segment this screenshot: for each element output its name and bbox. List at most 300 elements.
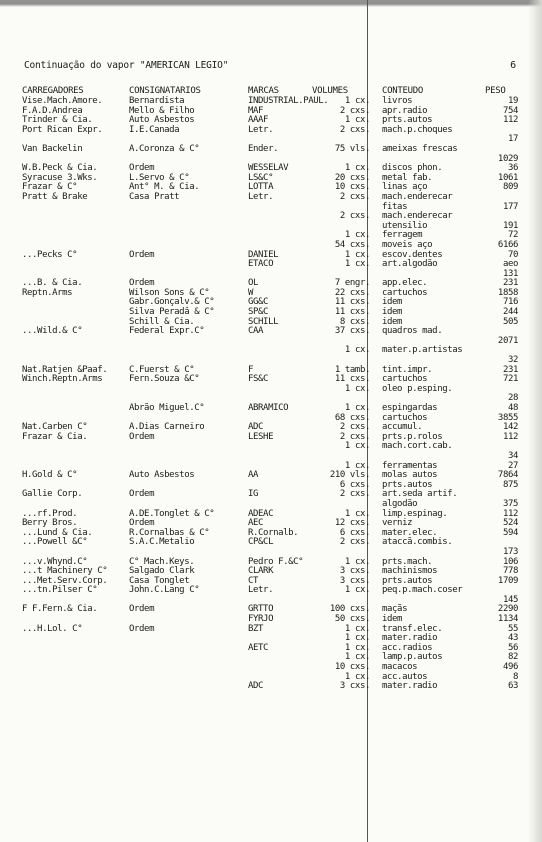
weight-cell: 43 — [507, 633, 518, 644]
contents-cell: cartuchos — [382, 412, 428, 423]
shipper-cell: F F.Fern.& Cia. — [22, 604, 98, 615]
shipper-cell: W.B.Peck & Cia. — [22, 163, 98, 174]
shipper-cell: ...Powell &C° — [22, 537, 88, 548]
consignee-cell: Silva Peradâ & C° — [129, 307, 215, 318]
volumes-cell: 11 cxs. — [334, 374, 370, 385]
table-row — [22, 404, 527, 414]
header-conteudo: CONTEUDO — [382, 86, 423, 96]
shipper-cell: Syracuse 3.Wks. — [22, 172, 98, 183]
contents-cell: idem — [382, 316, 403, 327]
volumes-cell: 10 cxs. — [334, 662, 370, 673]
weight-cell: 27 — [507, 460, 518, 471]
contents-cell: accumul. — [382, 422, 423, 433]
volumes-cell: 22 cxs. — [334, 287, 370, 298]
weight-cell: 8 — [512, 671, 518, 682]
contents-cell: maçãs — [382, 604, 408, 615]
contents-cell: linas aço — [382, 182, 428, 193]
marks-cell: R.Cornalb. — [248, 527, 299, 538]
volumes-cell: 10 cxs. — [334, 182, 370, 193]
contents-cell: livros — [382, 96, 413, 106]
marks-cell: Ender. — [248, 143, 279, 154]
marks-cell: AEC — [248, 518, 264, 529]
shipper-cell: Nat.Ratjen &Paaf. — [22, 364, 108, 375]
consignee-cell: Ordem — [129, 623, 155, 634]
marks-cell: LS&C° — [248, 172, 274, 183]
table-row — [22, 510, 527, 520]
contents-cell: macacos — [382, 662, 418, 673]
header-peso: PESO — [485, 86, 506, 96]
contents-cell: algodão — [382, 498, 418, 509]
volumes-cell: 1 cx. — [344, 259, 370, 270]
consignee-cell: Ordem — [129, 163, 155, 174]
weight-cell: 112 — [502, 115, 518, 126]
consignee-cell: Gabr.Gonçalv.& C° — [129, 297, 215, 308]
weight-cell: 106 — [502, 556, 518, 567]
weight-cell: 721 — [502, 374, 518, 385]
shipper-cell: Pratt & Brake — [22, 191, 88, 202]
weight-cell: 594 — [502, 527, 518, 538]
weight-cell: 28 — [507, 393, 518, 404]
contents-cell: mach.p.choques — [382, 124, 453, 135]
shipper-cell: ...v.Whynd.C° — [22, 556, 88, 567]
table-row — [22, 414, 527, 424]
consignee-cell: John.C.Lang C° — [129, 585, 200, 596]
marks-cell: Letr. — [248, 124, 274, 135]
shipper-cell: ...Met.Serv.Corp. — [22, 575, 108, 586]
volumes-cell: 3 cxs. — [339, 681, 370, 692]
marks-cell: SCHILL — [248, 316, 279, 327]
shipper-cell: ...Wild.& C° — [22, 326, 83, 337]
weight-cell: 496 — [502, 662, 518, 673]
weight-cell: 809 — [502, 182, 518, 193]
consignee-cell: A.Dias Carneiro — [129, 422, 205, 433]
table-row — [22, 193, 527, 203]
shipper-cell: ...t Machinery C° — [22, 566, 108, 577]
marks-cell: LESHE — [248, 431, 274, 442]
consignee-cell: I.E.Canada — [129, 124, 180, 135]
shipper-cell: Vise.Mach.Amore. — [22, 96, 103, 106]
contents-cell: moveis aço — [382, 239, 433, 250]
weight-cell: 112 — [502, 431, 518, 442]
table-row — [22, 634, 527, 644]
contents-cell: utensilio — [382, 220, 428, 231]
table-row — [22, 663, 527, 673]
contents-cell: mach.enderecar — [382, 211, 453, 222]
weight-cell: 142 — [502, 422, 518, 433]
table-row — [22, 452, 527, 462]
volumes-cell: 2 cxs. — [339, 124, 370, 135]
table-row — [22, 423, 527, 433]
marks-cell: SP&C — [248, 307, 269, 318]
marks-cell: DANIEL — [248, 249, 279, 260]
weight-cell: 778 — [502, 566, 518, 577]
volumes-cell: 6 cxs. — [339, 527, 370, 538]
consignee-cell: Ordem — [129, 278, 155, 289]
consignee-cell: Wilson Sons & C° — [129, 287, 210, 298]
weight-cell: 36 — [507, 163, 518, 174]
contents-cell: art.algodão — [382, 259, 438, 270]
table-row — [22, 644, 527, 654]
consignee-cell: Abrão Miguel.C° — [129, 403, 205, 413]
shipper-cell: Frazar & Cia. — [22, 431, 88, 442]
table-row — [22, 97, 527, 107]
header-marcas: MARCAS — [248, 86, 279, 96]
table-row — [22, 251, 527, 261]
volumes-cell: 2 cxs. — [339, 422, 370, 433]
weight-cell: 2290 — [497, 604, 518, 615]
weight-cell: 63 — [507, 681, 518, 692]
volumes-cell: 1 cx. — [344, 633, 370, 644]
weight-cell: 1709 — [497, 575, 518, 586]
volumes-cell: 1 tamb. — [334, 364, 370, 375]
contents-cell: verniz — [382, 518, 413, 529]
table-row — [22, 145, 527, 155]
table-row — [22, 346, 527, 356]
volumes-cell: 1 cx. — [344, 383, 370, 394]
volumes-cell: 37 cxs. — [334, 326, 370, 337]
consignee-cell: Ordem — [129, 604, 155, 615]
table-row — [22, 231, 527, 241]
marks-cell: GRTTO — [248, 604, 274, 615]
consignee-cell: Casa Pratt — [129, 191, 180, 202]
table-row — [22, 682, 527, 692]
contents-cell: metal fab. — [382, 172, 433, 183]
weight-cell: 754 — [502, 105, 518, 116]
marks-cell: F — [248, 364, 254, 375]
table-row — [22, 500, 527, 510]
volumes-cell: 75 vls. — [334, 143, 370, 154]
consignee-cell: Auto Asbestos — [129, 470, 195, 481]
contents-cell: prts.autos — [382, 575, 433, 586]
weight-cell: 70 — [507, 249, 518, 260]
volumes-cell: 20 cxs. — [334, 172, 370, 183]
shipper-cell: Van Backelin — [22, 143, 83, 154]
table-row — [22, 174, 527, 184]
volumes-cell: 1 cx. — [344, 115, 370, 126]
contents-cell: art.seda artif. — [382, 489, 458, 500]
volumes-cell: 1 cx. — [344, 623, 370, 634]
weight-cell: 1029 — [497, 153, 518, 164]
contents-cell: idem — [382, 297, 403, 308]
weight-cell: 244 — [502, 307, 518, 318]
shipper-cell: Frazar & C° — [22, 182, 78, 193]
table-row — [22, 164, 527, 174]
table-row — [22, 490, 527, 500]
volumes-cell: 12 cxs. — [334, 518, 370, 529]
weight-cell: 131 — [502, 268, 518, 279]
weight-cell: 55 — [507, 623, 518, 634]
shipper-cell: H.Gold & C° — [22, 470, 78, 481]
contents-cell: discos phon. — [382, 163, 443, 174]
table-row — [22, 442, 527, 452]
marks-cell: GG&C — [248, 297, 269, 308]
volumes-cell: 68 cxs. — [334, 412, 370, 423]
volumes-cell: 1 cx. — [344, 163, 370, 174]
volumes-cell: 1 cx. — [344, 671, 370, 682]
marks-cell: Letr. — [248, 585, 274, 596]
volumes-cell: 8 cxs. — [339, 316, 370, 327]
contents-cell: mater.radio — [382, 681, 438, 692]
volumes-cell: 11 cxs. — [334, 297, 370, 308]
contents-cell: peq.p.mach.coser — [382, 585, 463, 596]
marks-cell: AA — [248, 470, 259, 481]
weight-cell: 48 — [507, 403, 518, 413]
header-consignatarios: CONSIGNATARIOS — [129, 86, 201, 96]
weight-cell: 19 — [507, 96, 518, 106]
weight-cell: 1061 — [497, 172, 518, 183]
weight-cell: 145 — [502, 594, 518, 605]
weight-cell: 112 — [502, 508, 518, 519]
shipper-cell: ...tn.Pilser C° — [22, 585, 98, 596]
table-row — [22, 270, 527, 280]
contents-cell: machinismos — [382, 566, 438, 577]
table-row — [22, 615, 527, 625]
page-top-smudge — [0, 0, 542, 12]
marks-cell: CAA — [248, 326, 264, 337]
weight-cell: 173 — [502, 546, 518, 557]
marks-cell: AAAF — [248, 115, 269, 126]
contents-cell: idem — [382, 614, 403, 625]
consignee-cell: C.Fuerst & C° — [129, 364, 195, 375]
shipper-cell: Port Rican Expr. — [22, 124, 103, 135]
volumes-cell: 1 cx. — [344, 585, 370, 596]
consignee-cell: Schill & Cia. — [129, 316, 195, 327]
table-row — [22, 625, 527, 635]
shipper-cell: F.A.D.Andrea — [22, 105, 83, 116]
table-row — [22, 318, 527, 328]
table-row — [22, 107, 527, 117]
shipper-cell: Trinder & Cia. — [22, 115, 93, 126]
volumes-cell: 2 cxs. — [339, 489, 370, 500]
consignee-cell: L.Servo & C° — [129, 172, 190, 183]
consignee-cell: Bernardista — [129, 96, 185, 106]
weight-cell: 2071 — [497, 335, 518, 346]
volumes-cell: 54 cxs. — [334, 239, 370, 250]
marks-cell: FS&C — [248, 374, 269, 385]
consignee-cell: C° Mach.Keys. — [129, 556, 195, 567]
marks-cell: AETC — [248, 642, 269, 653]
table-row — [22, 222, 527, 232]
consignee-cell: Casa Tonglet — [129, 575, 190, 586]
consignee-cell: Ordem — [129, 489, 155, 500]
contents-cell: mater.elec. — [382, 527, 438, 538]
weight-cell: 505 — [502, 316, 518, 327]
table-row — [22, 385, 527, 395]
marks-cell: FYRJO — [248, 614, 274, 625]
shipper-cell: Winch.Reptn.Arms — [22, 374, 103, 385]
contents-cell: tint.impr. — [382, 364, 433, 375]
weight-cell: 875 — [502, 479, 518, 490]
consignee-cell: Ant° M. & Cia. — [129, 182, 200, 193]
volumes-cell: 1 cx. — [344, 460, 370, 471]
shipper-cell: Reptn.Arms — [22, 287, 73, 298]
volumes-cell: 1 cx. — [344, 249, 370, 260]
weight-cell: 82 — [507, 652, 518, 663]
consignee-cell: Fern.Souza &C° — [129, 374, 200, 385]
page-heading — [24, 60, 524, 76]
shipper-cell: Gallie Corp. — [22, 489, 83, 500]
contents-cell: limp.espinag. — [382, 508, 448, 519]
shipper-cell: Berry Bros. — [22, 518, 78, 529]
contents-cell: prts.autos — [382, 115, 433, 126]
weight-cell: 17 — [507, 134, 518, 145]
contents-cell: acc.radios — [382, 642, 433, 653]
header-carregadores: CARREGADORES — [22, 86, 84, 96]
volumes-cell: 1 cx. — [344, 441, 370, 452]
table-row — [22, 298, 527, 308]
marks-cell: W — [248, 287, 254, 298]
contents-cell: mater.p.artistas — [382, 345, 463, 356]
volumes-cell: 3 cxs. — [339, 566, 370, 577]
weight-cell: 3855 — [497, 412, 518, 423]
marks-cell: Letr. — [248, 191, 274, 202]
marks-cell: BZT — [248, 623, 264, 634]
table-row — [22, 126, 527, 136]
weight-cell: 177 — [502, 201, 518, 212]
contents-cell: acc.autos — [382, 671, 428, 682]
page-title: Continuação do vapor "AMERICAN LEGIO" — [24, 60, 229, 71]
table-row — [22, 653, 527, 663]
marks-cell: LOTTA — [248, 182, 274, 193]
shipper-cell: ...rf.Prod. — [22, 508, 78, 519]
shipper-cell: Nat.Carben C° — [22, 422, 88, 433]
marks-cell: ADEAC — [248, 508, 274, 519]
volumes-cell: 1 cx. — [344, 652, 370, 663]
consignee-cell: Ordem — [129, 249, 155, 260]
weight-cell: 1134 — [497, 614, 518, 625]
consignee-cell: Federal Expr.C° — [129, 326, 205, 337]
manifest-rows — [22, 97, 527, 692]
contents-cell: cartuchos — [382, 374, 428, 385]
page-edge-shadow — [528, 0, 542, 842]
contents-cell: molas autos — [382, 470, 438, 481]
weight-cell: 56 — [507, 642, 518, 653]
shipper-cell: ...Lund & Cia. — [22, 527, 93, 538]
table-row — [22, 212, 527, 222]
volumes-cell: 2 cxs. — [339, 105, 370, 116]
weight-cell: 7864 — [497, 470, 518, 481]
volumes-cell: 2 cxs. — [339, 211, 370, 222]
contents-cell: prts.mach. — [382, 556, 433, 567]
contents-cell: lamp.p.autos — [382, 652, 443, 663]
volumes-cell: 1 cx. — [344, 345, 370, 356]
contents-cell: oleo p.esping. — [382, 383, 453, 394]
table-row — [22, 596, 527, 606]
marks-cell: ADC — [248, 422, 264, 433]
consignee-cell: R.Cornalbas & C° — [129, 527, 210, 538]
volumes-cell: 210 vls. — [329, 470, 370, 481]
volumes-cell: 11 cxs. — [334, 307, 370, 318]
marks-cell: IG — [248, 489, 259, 500]
weight-cell: 231 — [502, 364, 518, 375]
shipper-cell: ...H.Lol. C° — [22, 623, 83, 634]
weight-cell: 72 — [507, 230, 518, 241]
contents-cell: fitas — [382, 201, 408, 212]
volumes-cell: 1 cx. — [344, 556, 370, 567]
weight-cell: 524 — [502, 518, 518, 529]
weight-cell: 231 — [502, 278, 518, 289]
table-row — [22, 586, 527, 596]
marks-cell: Pedro F.&C° — [248, 556, 304, 567]
volumes-cell: 1 cx. — [344, 96, 370, 106]
contents-cell: transf.elec. — [382, 623, 443, 634]
volumes-cell: 7 engr. — [334, 278, 370, 289]
contents-cell: cartuchos — [382, 287, 428, 298]
consignee-cell: Auto Asbestos — [129, 115, 195, 126]
contents-cell: apr.radio — [382, 105, 428, 116]
volumes-cell: 100 cxs. — [329, 604, 370, 615]
marks-cell: OL — [248, 278, 259, 289]
marks-cell: ETACO — [248, 259, 274, 270]
volumes-cell: 2 cxs. — [339, 431, 370, 442]
contents-cell: prts.p.rolos — [382, 431, 443, 442]
table-row — [22, 289, 527, 299]
contents-cell: prts.autos — [382, 479, 433, 490]
volumes-cell: 2 cxs. — [339, 537, 370, 548]
marks-cell: ADC — [248, 681, 264, 692]
contents-cell: ferramentas — [382, 460, 438, 471]
table-row — [22, 673, 527, 683]
marks-cell: CT — [248, 575, 259, 586]
weight-cell: 716 — [502, 297, 518, 308]
marks-cell: ABRAMICO — [248, 403, 289, 413]
consignee-cell: Ordem — [129, 431, 155, 442]
contents-cell: ataccã.combis. — [382, 537, 453, 548]
table-row — [22, 462, 527, 472]
marks-cell: CP&CL — [248, 537, 274, 548]
volumes-cell: 50 cxs. — [334, 614, 370, 625]
contents-cell: mach.cort.cab. — [382, 441, 453, 452]
shipper-cell: ...B. & Cia. — [22, 278, 83, 289]
marks-cell: CLARK — [248, 566, 274, 577]
volumes-cell: 1 cx. — [344, 403, 370, 413]
contents-cell: quadros mad. — [382, 326, 443, 337]
contents-cell: ameixas frescas — [382, 143, 458, 154]
volumes-cell: 1 cx. — [344, 230, 370, 241]
volumes-cell: 6 cxs. — [339, 479, 370, 490]
marks-cell: MAF — [248, 105, 264, 116]
header-volumes: VOLUMES — [312, 86, 348, 96]
consignee-cell: A.DE.Tonglet & C° — [129, 508, 215, 519]
weight-cell: 375 — [502, 498, 518, 509]
contents-cell: app.elec. — [382, 278, 428, 289]
table-row — [22, 605, 527, 615]
shipper-cell: ...Pecks C° — [22, 249, 78, 260]
contents-cell: idem — [382, 307, 403, 318]
page-number: 6 — [510, 60, 516, 71]
consignee-cell: S.A.C.Metalio — [129, 537, 195, 548]
volumes-cell: 3 cxs. — [339, 575, 370, 586]
weight-cell: 6166 — [497, 239, 518, 250]
weight-cell: 1858 — [497, 287, 518, 298]
table-row — [22, 327, 527, 337]
marks-cell: INDUSTRIAL.PAUL. — [248, 96, 329, 106]
weight-cell: 34 — [507, 450, 518, 461]
contents-cell: espingardas — [382, 403, 438, 413]
contents-cell: mach.enderecar — [382, 191, 453, 202]
contents-cell: mater.radio — [382, 633, 438, 644]
marks-cell: WESSELAV — [248, 163, 289, 174]
volumes-cell: 1 cx. — [344, 508, 370, 519]
table-row — [22, 260, 527, 270]
weight-cell: aeo — [502, 259, 518, 270]
weight-cell: 32 — [507, 355, 518, 366]
weight-cell: 191 — [502, 220, 518, 231]
volumes-cell: 1 cx. — [344, 642, 370, 653]
contents-cell: ferragem — [382, 230, 423, 241]
table-row — [22, 471, 527, 481]
consignee-cell: Salgado Clark — [129, 566, 195, 577]
